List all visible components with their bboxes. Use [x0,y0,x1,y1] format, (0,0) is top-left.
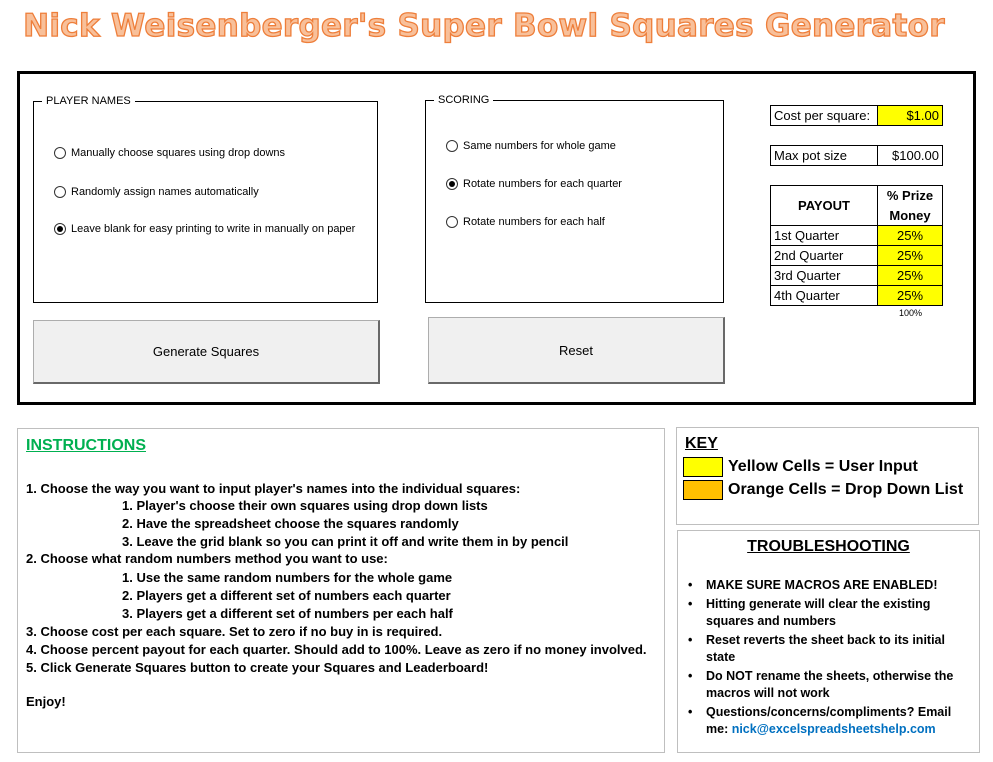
instruction-line: 2. Players get a different set of numbers each quarter [122,588,451,603]
player-option-random[interactable] [54,185,259,199]
payout-row-label: 1st Quarter [771,226,878,246]
payout-row-value[interactable]: 25% [878,226,943,246]
page-title: Nick Weisenberger's Super Bowl Squares Generator [23,8,945,44]
instructions-box [17,428,665,753]
scoring-option-half[interactable] [446,215,605,229]
cost-label: Cost per square: [771,106,878,126]
payout-row-value[interactable]: 25% [878,286,943,306]
max-pot-table [770,145,943,166]
table-row [771,266,943,286]
key-box [676,427,979,525]
key-orange-row [683,480,963,500]
cost-value[interactable]: $1.00 [878,106,943,126]
player-option-random-label: Randomly assign names automatically [71,186,259,198]
player-names-legend: PLAYER NAMES [42,94,135,108]
payout-table [770,185,943,306]
generate-squares-button[interactable]: Generate Squares [33,320,380,384]
prize-header-2: Money [878,206,943,226]
list-item: • Do NOT rename the sheets, otherwise the macros will not work [686,668,966,703]
key-title: KEY [685,435,718,452]
payout-row-label: 4th Quarter [771,286,878,306]
instruction-line: 2. Have the spreadsheet choose the squares randomly [122,516,459,531]
list-item: • MAKE SURE MACROS ARE ENABLED! [686,577,966,595]
payout-total: 100% [899,308,923,318]
yellow-swatch [683,457,723,477]
scoring-option-same[interactable] [446,139,616,153]
contact-prefix: Questions/concerns/compliments? Email me: [706,704,952,736]
max-pot-value: $100.00 [878,146,943,166]
payout-row-value[interactable]: 25% [878,266,943,286]
orange-swatch [683,480,723,500]
key-orange-label: Orange Cells = Drop Down List [728,481,964,498]
list-item: • Reset reverts the sheet back to its initial state [686,632,966,667]
table-row [771,226,943,246]
payout-row-label: 3rd Quarter [771,266,878,286]
scoring-legend: SCORING [434,93,493,107]
prize-header-1: % Prize [878,186,943,206]
instruction-line: 5. Click Generate Squares button to create your Squares and Leaderboard! [26,660,489,675]
scoring-group [425,94,724,303]
troubleshooting-title: TROUBLESHOOTING [747,538,910,555]
list-item [686,704,966,739]
radio-quarter[interactable] [446,178,458,190]
scoring-option-quarter[interactable] [446,177,622,191]
payout-header: PAYOUT [771,186,878,226]
scoring-option-quarter-label: Rotate numbers for each quarter [463,178,622,190]
player-option-blank[interactable] [54,222,355,236]
instruction-line: 1. Choose the way you want to input player's names into the individual squares: [26,481,521,496]
instruction-line: 3. Leave the grid blank so you can print it off and write them in by pencil [122,534,569,549]
cost-table [770,105,943,126]
reset-button[interactable]: Reset [428,317,725,384]
list-item: • Hitting generate will clear the existing squares and numbers [686,596,966,631]
player-option-blank-label: Leave blank for easy printing to write in manually on paper [71,223,356,235]
radio-same[interactable] [446,140,458,152]
radio-blank[interactable] [54,223,66,235]
instruction-line: 1. Use the same random numbers for the whole game [122,570,453,585]
troubleshooting-box [677,530,980,753]
key-yellow-row [683,457,918,477]
key-yellow-label: Yellow Cells = User Input [728,458,918,475]
player-option-manual[interactable] [54,146,285,160]
instruction-line: Enjoy! [26,694,66,709]
control-panel [17,71,976,405]
instruction-line: 4. Choose percent payout for each quarter. Should add to 100%. Leave as zero if no money involved. [26,642,647,657]
payout-row-value[interactable]: 25% [878,246,943,266]
scoring-option-same-label: Same numbers for whole game [463,140,616,152]
instruction-line: 1. Player's choose their own squares using drop down lists [122,498,488,513]
player-names-group [33,95,378,303]
player-option-manual-label: Manually choose squares using drop downs [71,147,286,159]
radio-manual[interactable] [54,147,66,159]
scoring-option-half-label: Rotate numbers for each half [463,216,605,228]
table-row [771,246,943,266]
radio-half[interactable] [446,216,458,228]
payout-row-label: 2nd Quarter [771,246,878,266]
radio-random[interactable] [54,186,66,198]
table-row [771,286,943,306]
instruction-line: 2. Choose what random numbers method you want to use: [26,551,388,566]
email-link[interactable]: nick@excelspreadsheetshelp.com [731,722,936,736]
troubleshooting-list [686,577,966,740]
instruction-line: 3. Players get a different set of numbers per each half [122,606,453,621]
instructions-title: INSTRUCTIONS [26,437,146,454]
max-pot-label: Max pot size [771,146,878,166]
instruction-line: 3. Choose cost per each square. Set to zero if no buy in is required. [26,624,443,639]
